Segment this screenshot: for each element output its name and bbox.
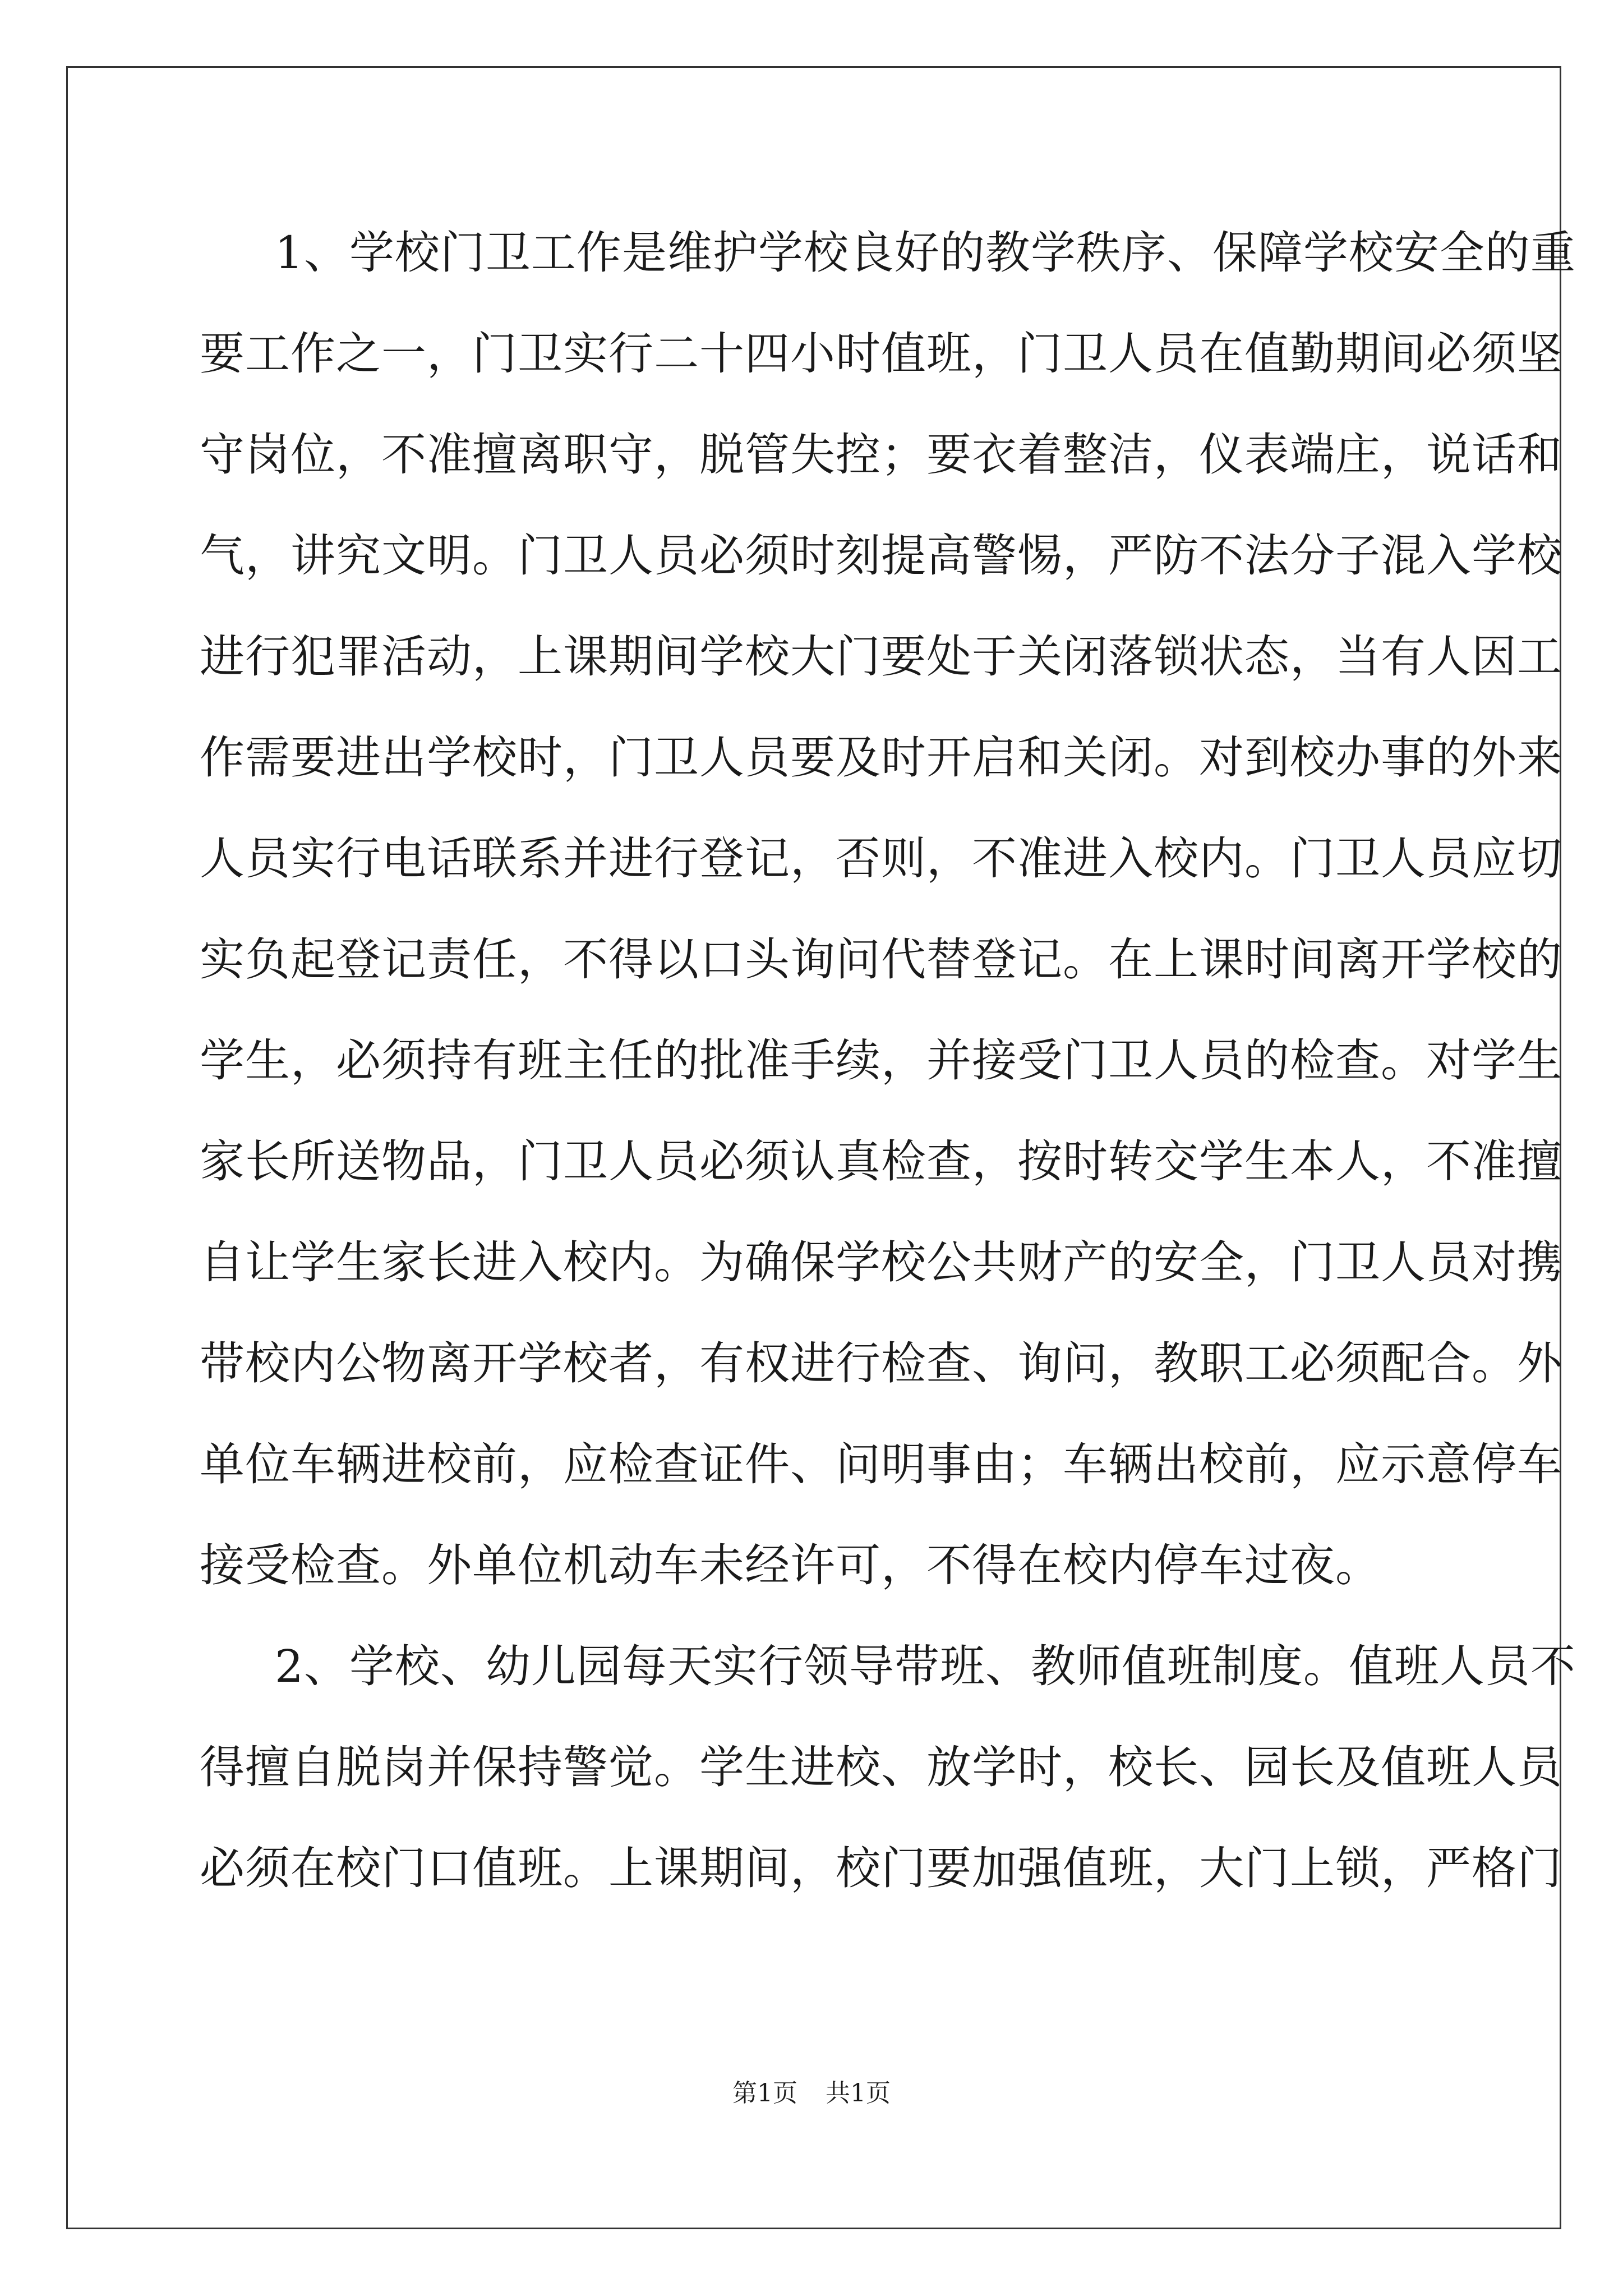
document-body <box>200 218 1576 1934</box>
paragraph-1-line-4: 气，讲究文明。门卫人员必须时刻提高警惕，严防不法分子混入学校 <box>200 530 1562 582</box>
paragraph-1-line-2: 要工作之一，门卫实行二十四小时值班，门卫人员在值勤期间必须坚 <box>200 328 1562 380</box>
paragraph-1-line-5: 进行犯罪活动，上课期间学校大门要处于关闭落锁状态，当有人因工 <box>200 631 1562 683</box>
paragraph-1-line-7: 人员实行电话联系并进行登记，否则，不准进入校内。门卫人员应切 <box>200 832 1562 885</box>
paragraph-1-line-14: 接受检查。外单位机动车未经许可，不得在校内停车过夜。 <box>200 1539 1381 1591</box>
paragraph-1-line-1: 1、学校门卫工作是维护学校良好的教学秩序、保障学校安全的重 <box>275 227 1576 279</box>
paragraph-1-line-8: 实负起登记责任，不得以口头询问代替登记。在上课时间离开学校的 <box>200 933 1562 986</box>
paragraph-1-line-6: 作需要进出学校时，门卫人员要及时开启和关闭。对到校办事的外来 <box>200 731 1562 784</box>
page-number-current: 第1页 <box>732 2079 797 2108</box>
page-footer <box>0 2077 1623 2110</box>
paragraph-2-line-2: 得擅自脱岗并保持警觉。学生进校、放学时，校长、园长及值班人员 <box>200 1741 1562 1793</box>
paragraph-1-line-12: 带校内公物离开学校者，有权进行检查、询问，教职工必须配合。外 <box>200 1337 1562 1389</box>
paragraph-2-line-3: 必须在校门口值班。上课期间，校门要加强值班，大门上锁，严格门 <box>200 1842 1562 1894</box>
paragraph-1-line-10: 家长所送物品，门卫人员必须认真检查，按时转交学生本人，不准擅 <box>200 1135 1562 1188</box>
paragraph-1-line-3: 守岗位，不准擅离职守，脱管失控；要衣着整洁，仪表端庄，说话和 <box>200 429 1562 481</box>
paragraph-1-line-13: 单位车辆进校前，应检查证件、问明事由；车辆出校前，应示意停车 <box>200 1438 1562 1490</box>
paragraph-1-line-11: 自让学生家长进入校内。为确保学校公共财产的安全，门卫人员对携 <box>200 1236 1562 1289</box>
paragraph-1-line-9: 学生，必须持有班主任的批准手续，并接受门卫人员的检查。对学生 <box>200 1034 1562 1087</box>
paragraph-2-line-1: 2、学校、幼儿园每天实行领导带班、教师值班制度。值班人员不 <box>275 1640 1576 1692</box>
page-number-total: 共1页 <box>826 2079 891 2108</box>
